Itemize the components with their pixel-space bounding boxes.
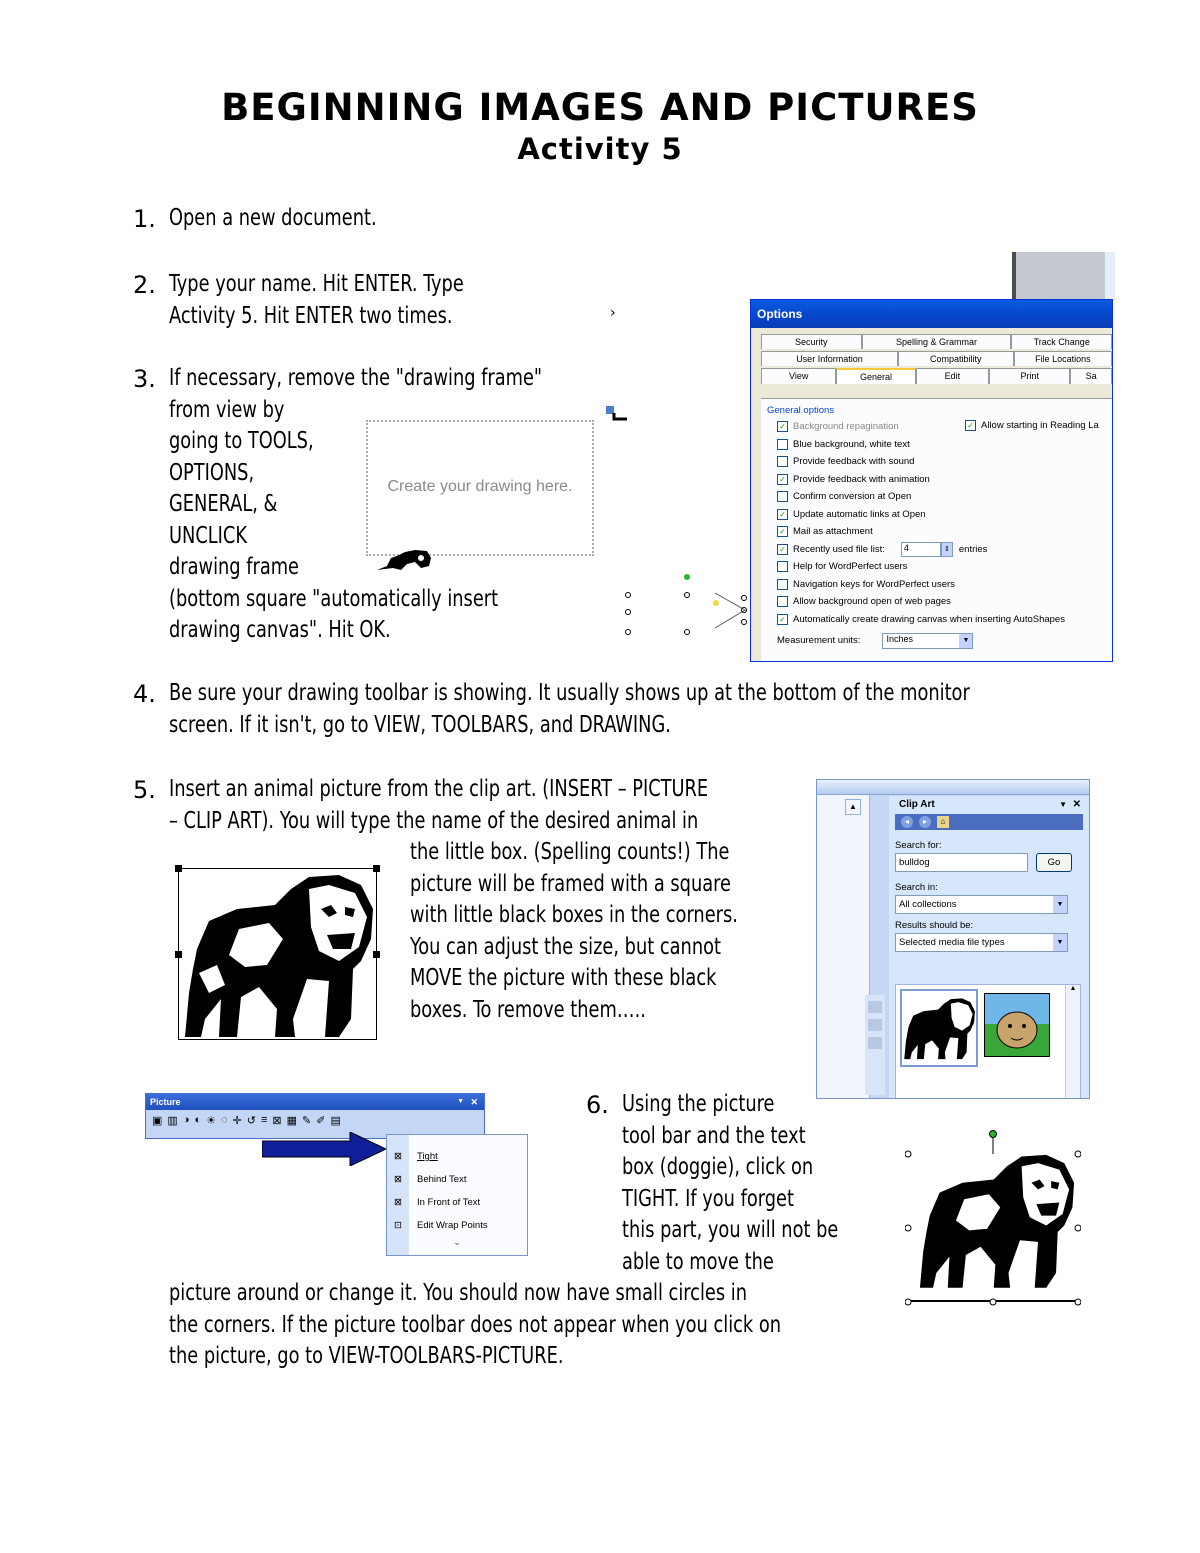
clip-art-panel (816, 779, 1090, 1099)
back-icon[interactable]: ◂ (901, 816, 913, 828)
bulldog-icon (902, 991, 976, 1065)
page-subtitle: Activity 5 (517, 132, 683, 166)
step-5-text-top (169, 774, 708, 837)
checkbox-icon[interactable] (777, 579, 788, 590)
rotate-icon[interactable]: ↺ (246, 1115, 256, 1127)
home-icon[interactable]: ⌂ (937, 816, 949, 828)
clip-art-title (889, 796, 1089, 814)
canvas-placeholder: Create your drawing here. (387, 478, 573, 495)
expand-menu-icon[interactable]: ⌄ (453, 1237, 461, 1247)
search-in-select[interactable] (895, 895, 1068, 914)
set-transparent-icon[interactable]: ✐ (316, 1115, 326, 1127)
option-row[interactable] (777, 558, 1112, 576)
wrap-menu-item-edit-points[interactable] (387, 1214, 527, 1237)
picture-toolbar-title-text: Picture (150, 1097, 181, 1107)
color-icon[interactable]: ▥ (167, 1115, 178, 1127)
results-scrollbar[interactable]: ▲ (1065, 985, 1080, 1099)
options-tabs-row-2 (761, 351, 1112, 366)
tab-view[interactable]: View (761, 368, 836, 384)
line-style-icon[interactable]: ≡ (260, 1114, 268, 1126)
checkbox-checked-icon[interactable]: ✓ (777, 614, 788, 625)
chevron-down-icon: ▼ (1053, 896, 1067, 913)
arrow-right-icon (262, 1132, 388, 1166)
checkbox-checked-icon[interactable]: ✓ (965, 420, 976, 431)
search-in-value: All collections (899, 899, 957, 910)
tab-print[interactable]: Print (989, 368, 1070, 384)
step-5-line: with little black boxes in the corners. (410, 902, 738, 928)
measurement-row (777, 632, 1112, 650)
close-icon[interactable]: ✕ (470, 1097, 478, 1107)
step-3-line: UNCLICK (169, 522, 248, 549)
option-label: Confirm conversion at Open (793, 491, 912, 503)
left-scroll-area (817, 795, 870, 1098)
close-icon[interactable]: ✕ (1072, 799, 1081, 810)
page-title: BEGINNING IMAGES AND PICTURES (221, 86, 979, 129)
tab-file-locations[interactable]: File Locations (1014, 351, 1112, 366)
more-brightness-icon[interactable]: ☀ (206, 1115, 216, 1127)
option-row[interactable] (777, 523, 1112, 541)
measurement-value: Inches (886, 633, 913, 644)
option-label: Allow starting in Reading La (981, 420, 1099, 432)
checkbox-checked-icon[interactable]: ✓ (777, 474, 788, 485)
less-brightness-icon[interactable]: ◌ (221, 1114, 228, 1126)
options-title-bar: Options (751, 300, 1112, 328)
option-label: Help for WordPerfect users (793, 561, 908, 573)
clip-art-task-pane (889, 796, 1089, 1098)
step-1-number: 1. (133, 205, 156, 233)
option-row[interactable] (777, 436, 1112, 454)
bulldog-icon (905, 1128, 1081, 1308)
step-6-line: the corners. If the picture toolbar does not appear when you click on (169, 1311, 782, 1338)
options-dialog (750, 299, 1113, 662)
spinner-icon[interactable]: ⇕ (941, 542, 953, 557)
step-6-line: Using the picture (622, 1091, 775, 1117)
step-3-line: (bottom square "automatically insert (169, 585, 499, 612)
step-5-text-wrap (410, 837, 738, 1026)
bulldog-icon (179, 869, 376, 1039)
wrap-edit-points-icon: ⊡ (394, 1220, 402, 1231)
option-label: Recently used file list: (793, 543, 885, 555)
entries-label: entries (958, 543, 988, 555)
step-5-line: the little box. (Spelling counts!) The (410, 839, 730, 865)
text-wrapping-icon[interactable]: ▦ (286, 1115, 298, 1127)
step-2-text (169, 269, 464, 332)
checkbox-icon[interactable] (777, 439, 788, 450)
bulldog-color-icon (985, 994, 1049, 1056)
step-3-line: going to TOOLS, (169, 428, 314, 454)
window-edge (1012, 252, 1115, 300)
drawing-canvas-frame (366, 420, 594, 556)
option-row[interactable] (777, 506, 1112, 524)
search-for-label: Search for: (895, 840, 942, 851)
step-3-line: from view by (169, 396, 285, 423)
step-6-text-bottom (169, 1278, 781, 1373)
checkbox-icon[interactable] (777, 456, 788, 467)
tab-save[interactable]: Sa (1070, 368, 1112, 384)
step-6-text-wrap (622, 1089, 838, 1278)
option-label: Provide feedback with sound (793, 456, 915, 468)
chevron-down-icon: ▼ (1053, 934, 1067, 951)
step-1-line: Open a new document. (169, 205, 377, 231)
chevron-down-icon[interactable]: ▼ (1059, 800, 1067, 809)
chevron-down-icon: ▼ (959, 634, 972, 648)
step-5-line: picture will be framed with a square (410, 870, 731, 897)
step-6-line: the picture, go to VIEW-TOOLBARS-PICTURE. (169, 1343, 564, 1369)
canvas-corner-icon (605, 405, 631, 425)
resize-handle-icon[interactable] (175, 951, 182, 958)
step-3-line: drawing frame (169, 554, 300, 580)
step-3-line: If necessary, remove the "drawing frame" (169, 365, 543, 391)
search-in-label: Search in: (895, 882, 938, 893)
resize-handle-icon[interactable] (175, 865, 182, 872)
step-4-text (169, 678, 970, 741)
recent-files-count-input[interactable]: 4 (901, 542, 941, 557)
search-input[interactable]: bulldog (895, 853, 1028, 872)
results-area (895, 984, 1081, 1099)
option-row[interactable] (965, 417, 1099, 435)
tab-edit[interactable]: Edit (916, 368, 989, 384)
step-2-number: 2. (133, 271, 156, 299)
step-6-line: able to move the (622, 1248, 774, 1275)
options-tabs-row-3 (761, 368, 1112, 384)
wrap-tight-icon: ⊠ (394, 1151, 402, 1162)
measurement-select[interactable] (882, 633, 973, 649)
step-6-line: box (doggie), click on (622, 1154, 814, 1180)
forward-icon[interactable]: ▸ (919, 816, 931, 828)
wrap-menu-item-tight[interactable] (387, 1145, 527, 1168)
option-label: Update automatic links at Open (793, 508, 926, 520)
step-5-line: Insert an animal picture from the clip art. (INSERT – PICTURE (169, 776, 709, 802)
compress-icon[interactable]: ⊠ (272, 1115, 282, 1127)
checkbox-icon[interactable] (777, 491, 788, 502)
step-4-line: Be sure your drawing toolbar is showing. It usually shows up at the bottom of the monitor (169, 680, 970, 706)
options-group-label: General options (767, 405, 835, 416)
tab-spelling-grammar[interactable]: Spelling & Grammar (862, 334, 1012, 349)
option-label: Navigation keys for WordPerfect users (793, 578, 955, 590)
step-5-line: You can adjust the size, but cannot (410, 933, 721, 960)
toolbar-strip (817, 780, 1089, 795)
step-3-line: GENERAL, & (169, 491, 278, 517)
wrap-menu-item-behind[interactable] (387, 1168, 527, 1191)
tab-security[interactable]: Security (761, 334, 862, 349)
picture-toolbar-title (146, 1094, 484, 1110)
reset-picture-icon[interactable]: ▤ (330, 1115, 341, 1127)
format-picture-icon[interactable]: ✎ (302, 1115, 312, 1127)
step-4-number: 4. (133, 680, 156, 708)
tab-user-information[interactable]: User Information (761, 351, 898, 366)
view-buttons (865, 995, 885, 1095)
step-6-number: 6. (586, 1091, 609, 1119)
step-2-line: Activity 5. Hit ENTER two times. (169, 302, 453, 329)
results-select[interactable] (895, 933, 1068, 952)
option-label: Blue background, white text (793, 438, 910, 450)
checkbox-checked-icon[interactable]: ✓ (777, 526, 788, 537)
crop-icon[interactable]: ✛ (232, 1115, 242, 1127)
option-row[interactable] (777, 488, 1112, 506)
option-label: Mail as attachment (793, 526, 873, 538)
more-contrast-icon[interactable]: ◑ (182, 1114, 190, 1126)
results-value: Selected media file types (899, 937, 1005, 948)
wrap-behind-icon: ⊠ (394, 1174, 402, 1185)
step-3-line: OPTIONS, (169, 459, 255, 486)
tab-track-changes[interactable]: Track Change (1011, 334, 1112, 349)
measurement-label: Measurement units: (777, 635, 861, 647)
option-row[interactable] (777, 593, 1112, 611)
small-dog-icon (375, 548, 435, 574)
option-label: Background repagination (793, 421, 899, 433)
go-button[interactable]: Go (1036, 853, 1072, 872)
option-label: Automatically create drawing canvas when inserting AutoShapes (793, 613, 1065, 625)
step-5-line: – CLIP ART). You will type the name of the desired animal in (169, 807, 699, 834)
option-label: Allow background open of web pages (793, 596, 951, 608)
clip-result-bulldog-color[interactable] (984, 993, 1050, 1057)
checkbox-checked-icon[interactable]: ✓ (777, 421, 788, 432)
results-label: Results should be: (895, 920, 974, 931)
checkbox-icon[interactable] (777, 561, 788, 572)
checkbox-checked-icon[interactable]: ✓ (777, 509, 788, 520)
bulldog-picture-tight[interactable] (905, 1128, 1081, 1308)
options-tabs-row-1 (761, 334, 1112, 349)
chevron-down-icon[interactable]: ▼ (457, 1098, 464, 1105)
resize-handle-icon[interactable] (373, 951, 380, 958)
wrap-front-icon: ⊠ (394, 1197, 402, 1208)
options-list (761, 418, 1112, 650)
step-6-line: this part, you will not be (622, 1217, 839, 1243)
wrap-menu-label: Tight (417, 1151, 438, 1162)
step-6-line: tool bar and the text (622, 1122, 806, 1149)
checkbox-icon[interactable] (777, 596, 788, 607)
text-wrap-menu (386, 1134, 528, 1256)
step-6-line: picture around or change it. You should now have small circles in (169, 1280, 748, 1306)
insert-picture-icon[interactable]: ▣ (152, 1115, 163, 1127)
step-1-text (169, 203, 377, 235)
step-2-line: Type your name. Hit ENTER. Type (169, 271, 464, 297)
wrap-menu-label: Behind Text (417, 1174, 467, 1185)
option-row[interactable] (777, 541, 1112, 559)
step-3-number: 3. (133, 365, 156, 393)
option-row[interactable] (777, 576, 1112, 594)
option-label: Provide feedback with animation (793, 473, 930, 485)
scroll-up-icon[interactable]: ▲ (845, 799, 861, 815)
wrap-menu-item-front[interactable] (387, 1191, 527, 1214)
step-5-line: MOVE the picture with these black (410, 965, 717, 991)
step-5-line: boxes. To remove them….. (410, 996, 646, 1023)
less-contrast-icon[interactable]: ◐ (194, 1114, 202, 1126)
option-row[interactable] (777, 611, 1112, 629)
nav-buttons (895, 814, 1083, 830)
step-3-line: drawing canvas". Hit OK. (169, 617, 391, 643)
checkbox-checked-icon[interactable]: ✓ (777, 544, 788, 555)
resize-handle-icon[interactable] (373, 865, 380, 872)
cursor-mark: › (610, 305, 616, 321)
step-4-line: screen. If it isn't, go to VIEW, TOOLBARS, and DRAWING. (169, 711, 671, 738)
bulldog-picture-selected[interactable] (178, 868, 377, 1040)
step-5-number: 5. (133, 776, 156, 804)
autoshape-handles (620, 570, 752, 640)
clip-art-title-text: Clip Art (899, 799, 935, 810)
clip-result-bulldog-bw[interactable] (900, 989, 978, 1067)
option-row[interactable] (777, 471, 1112, 489)
wrap-menu-label: Edit Wrap Points (417, 1220, 488, 1231)
option-row[interactable] (777, 453, 1112, 471)
step-6-line: TIGHT. If you forget (622, 1185, 794, 1212)
picture-toolbar-buttons (146, 1110, 484, 1127)
tab-compatibility[interactable]: Compatibility (898, 351, 1014, 366)
wrap-menu-label: In Front of Text (417, 1197, 481, 1208)
tab-general[interactable]: General (836, 368, 915, 384)
